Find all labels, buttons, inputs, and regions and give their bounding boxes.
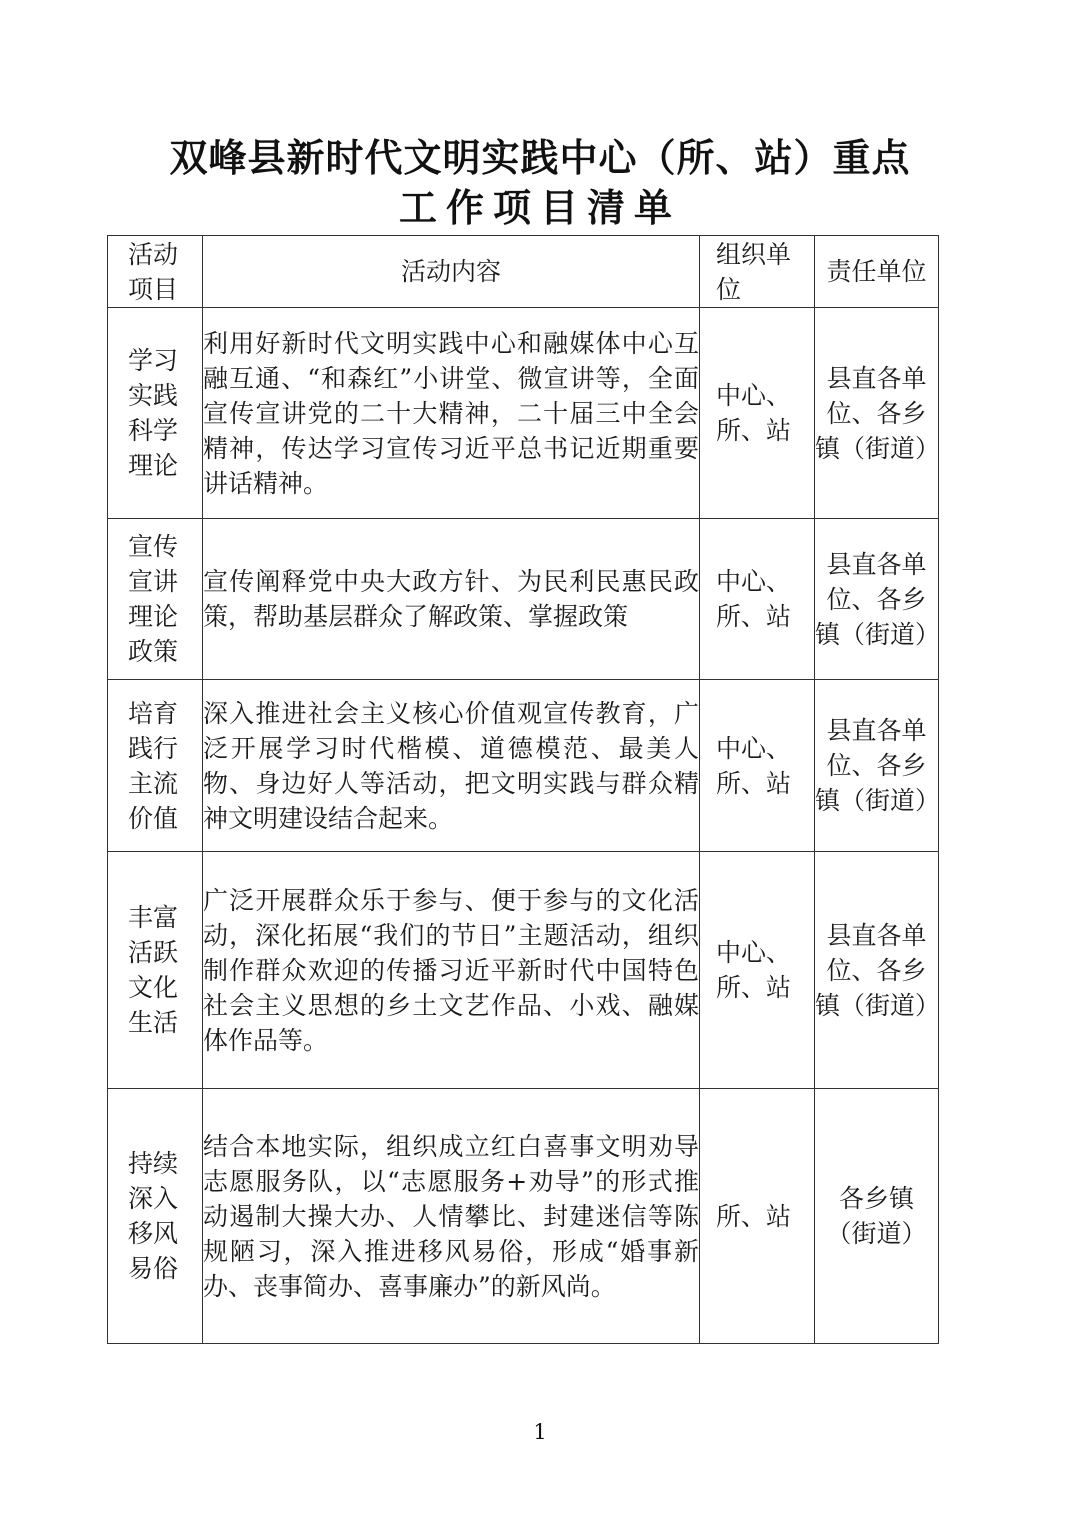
table-row — [108, 1089, 939, 1344]
header-cell-content: 活动内容 — [203, 236, 700, 308]
table-row — [108, 852, 939, 1089]
header-cell-item: 活动项目 — [108, 236, 203, 308]
org-cell: 中心、所、站 — [700, 680, 815, 852]
table-row — [108, 308, 939, 519]
org-cell: 中心、所、站 — [700, 519, 815, 680]
content-cell: 广泛开展群众乐于参与、便于参与的文化活动，深化拓展“我们的节日”主题活动，组织制作群众欢迎的传播习近平新时代中国特色社会主义思想的乡土文艺作品、小戏、融媒体作品等。 — [203, 852, 700, 1089]
resp-cell: 各乡镇（街道） — [815, 1089, 939, 1344]
item-cell: 学习实践科学理论 — [108, 308, 203, 519]
header-cell-org: 组织单位 — [700, 236, 815, 308]
content-cell: 宣传阐释党中央大政方针、为民利民惠民政策，帮助基层群众了解政策、掌握政策 — [203, 519, 700, 680]
work-items-table — [107, 235, 939, 1344]
resp-cell: 县直各单位、各乡镇（街道） — [815, 308, 939, 519]
table-header-row — [108, 236, 939, 308]
org-cell: 所、站 — [700, 1089, 815, 1344]
resp-cell: 县直各单位、各乡镇（街道） — [815, 852, 939, 1089]
content-cell: 利用好新时代文明实践中心和融媒体中心互融互通、“和森红”小讲堂、微宣讲等，全面宣传宣讲党的二十大精神，二十届三中全会精神，传达学习宣传习近平总书记近期重要讲话精神。 — [203, 308, 700, 519]
table-row — [108, 519, 939, 680]
document-title-line-1: 双峰县新时代文明实践中心（所、站）重点 — [169, 136, 911, 180]
item-cell: 丰富活跃文化生活 — [108, 852, 203, 1089]
table-row — [108, 680, 939, 852]
org-cell: 中心、所、站 — [700, 852, 815, 1089]
content-cell: 结合本地实际，组织成立红白喜事文明劝导志愿服务队，以“志愿服务+劝导”的形式推动遏制大操大办、人情攀比、封建迷信等陈规陋习，深入推进移风易俗，形成“婚事新办、丧事简办、喜事廉办”的新风尚。 — [203, 1089, 700, 1344]
org-cell: 中心、所、站 — [700, 308, 815, 519]
document-title-line-2: 工作项目清单 — [398, 186, 681, 230]
resp-cell: 县直各单位、各乡镇（街道） — [815, 680, 939, 852]
resp-cell: 县直各单位、各乡镇（街道） — [815, 519, 939, 680]
item-cell: 持续深入移风易俗 — [108, 1089, 203, 1344]
page-number: 1 — [533, 1420, 547, 1444]
item-cell: 宣传宣讲理论政策 — [108, 519, 203, 680]
item-cell: 培育践行主流价值 — [108, 680, 203, 852]
content-cell: 深入推进社会主义核心价值观宣传教育，广泛开展学习时代楷模、道德模范、最美人物、身边好人等活动，把文明实践与群众精神文明建设结合起来。 — [203, 680, 700, 852]
header-cell-resp: 责任单位 — [815, 236, 939, 308]
